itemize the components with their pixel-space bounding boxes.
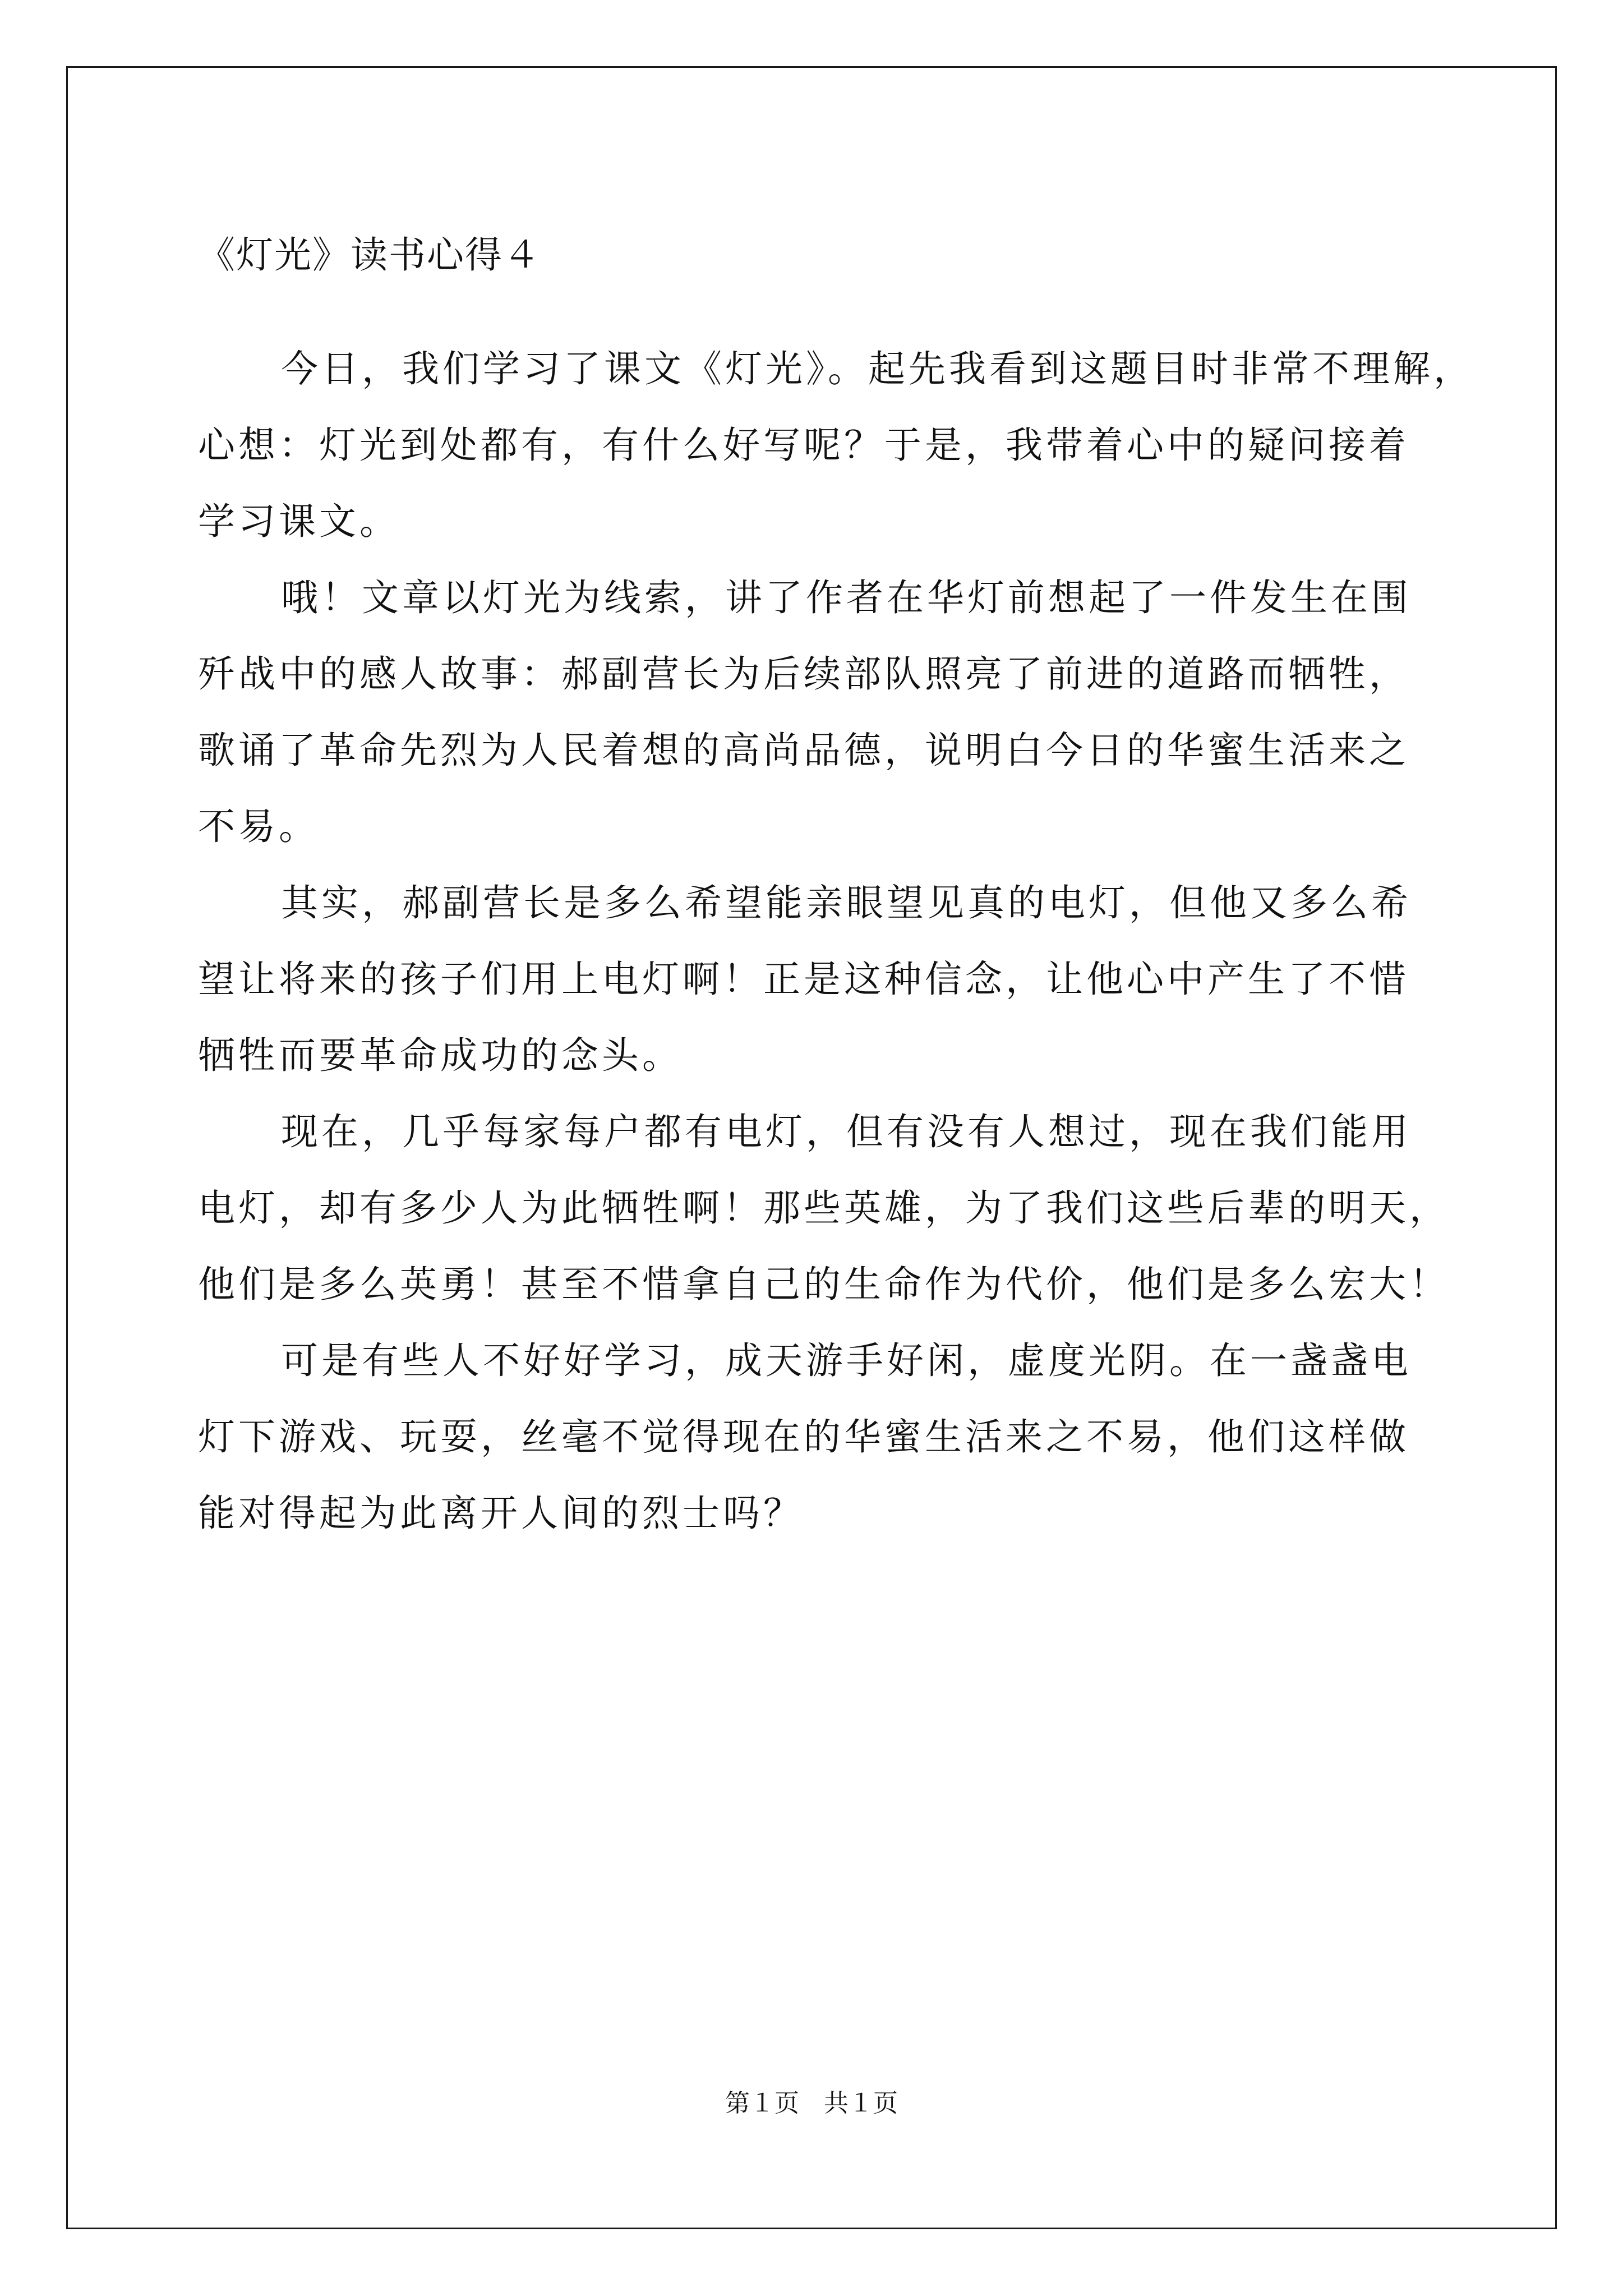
paragraph-line: 歌诵了革命先烈为人民着想的高尚品德，说明白今日的华蜜生活来之 xyxy=(198,729,1409,772)
paragraph-5 xyxy=(198,1323,1482,1552)
paragraph-line: 灯下游戏、玩耍，丝毫不觉得现在的华蜜生活来之不易，他们这样做 xyxy=(198,1415,1409,1458)
paragraph-line: 心想：灯光到处都有，有什么好写呢？于是，我带着心中的疑问接着 xyxy=(198,424,1409,467)
paragraph-line: 不易。 xyxy=(198,805,319,848)
paragraph-2 xyxy=(198,560,1482,865)
paragraph-line: 哦！文章以灯光为线索，讲了作者在华灯前想起了一件发生在围 xyxy=(281,576,1412,619)
paragraph-line: 能对得起为此离开人间的烈士吗？ xyxy=(198,1492,804,1535)
paragraph-line: 望让将来的孩子们用上电灯啊！正是这种信念，让他心中产生了不惜 xyxy=(198,958,1409,1001)
paragraph-line: 现在，几乎每家每户都有电灯，但有没有人想过，现在我们能用 xyxy=(281,1110,1412,1153)
paragraph-line: 电灯，却有多少人为此牺牲啊！那些英雄，为了我们这些后辈的明天， xyxy=(198,1186,1450,1230)
paragraph-line: 今日，我们学习了课文《灯光》。起先我看到这题目时非常不理解， xyxy=(281,347,1474,390)
paragraph-line: 他们是多么英勇！甚至不惜拿自己的生命作为代价，他们是多么宏大！ xyxy=(198,1263,1450,1306)
page-number-footer: 第１页 共１页 xyxy=(725,2089,898,2118)
paragraph-1 xyxy=(198,331,1482,560)
document-body xyxy=(198,331,1482,1552)
paragraph-line: 牺牲而要革命成功的念头。 xyxy=(198,1034,683,1077)
paragraph-line: 可是有些人不好好学习，成天游手好闲，虚度光阴。在一盏盏电 xyxy=(281,1339,1412,1382)
paragraph-line: 歼战中的感人故事：郝副营长为后续部队照亮了前进的道路而牺牲， xyxy=(198,652,1409,696)
document-title: 《灯光》读书心得４ xyxy=(198,233,541,277)
paragraph-3 xyxy=(198,865,1482,1094)
paragraph-4 xyxy=(198,1094,1482,1323)
paragraph-line: 其实，郝副营长是多么希望能亲眼望见真的电灯，但他又多么希 xyxy=(281,881,1412,924)
paragraph-line: 学习课文。 xyxy=(198,500,400,543)
